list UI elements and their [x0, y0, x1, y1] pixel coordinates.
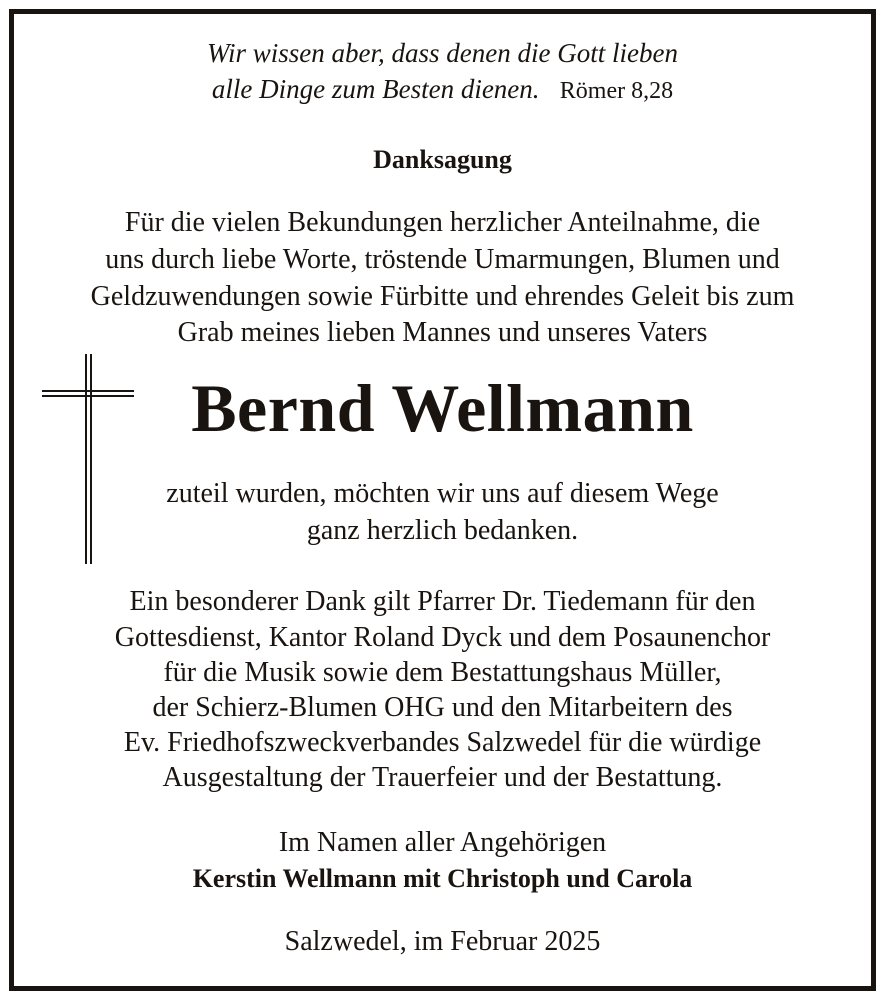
- verse-line-1: Wir wissen aber, dass denen die Gott lieben: [207, 38, 678, 68]
- intro-line-1: Für die vielen Bekundungen herzlicher Anteilnahme, die: [124, 207, 761, 238]
- special-thanks-line-2: Gottesdienst, Kantor Roland Dyck und dem Posaunenchor: [114, 622, 771, 653]
- intro-line-2: uns durch liebe Worte, tröstende Umarmungen, Blumen und: [105, 244, 780, 275]
- special-thanks-line-6: Ausgestaltung der Trauerfeier und der Bestattung.: [162, 762, 723, 793]
- verse-line-2: [0, 76, 885, 103]
- closing-line: Im Namen aller Angehörigen: [278, 827, 607, 858]
- signature: Kerstin Wellmann mit Christoph und Carola: [192, 864, 693, 893]
- verse-reference: Römer 8,28: [559, 78, 674, 104]
- thanks-line-1: zuteil wurden, möchten wir uns auf diesem Wege: [166, 478, 719, 509]
- intro-line-4: Grab meines lieben Mannes und unseres Vaters: [177, 317, 708, 348]
- special-thanks-line-1: Ein besonderer Dank gilt Pfarrer Dr. Tiedemann für den: [129, 586, 756, 617]
- deceased-name: Bernd Wellmann: [191, 370, 694, 446]
- heading-danksagung: Danksagung: [373, 145, 512, 174]
- special-thanks-line-4: der Schierz-Blumen OHG und den Mitarbeitern des: [152, 692, 733, 723]
- intro-line-3: Geldzuwendungen sowie Fürbitte und ehrendes Geleit bis zum: [90, 281, 795, 312]
- special-thanks-line-3: für die Musik sowie dem Bestattungshaus Müller,: [163, 657, 722, 688]
- thanks-line-2: ganz herzlich bedanken.: [306, 515, 579, 546]
- verse-text: alle Dinge zum Besten dienen.: [211, 74, 540, 104]
- special-thanks-line-5: Ev. Friedhofszweckverbandes Salzwedel für die würdige: [123, 727, 762, 758]
- place-date: Salzwedel, im Februar 2025: [284, 926, 601, 957]
